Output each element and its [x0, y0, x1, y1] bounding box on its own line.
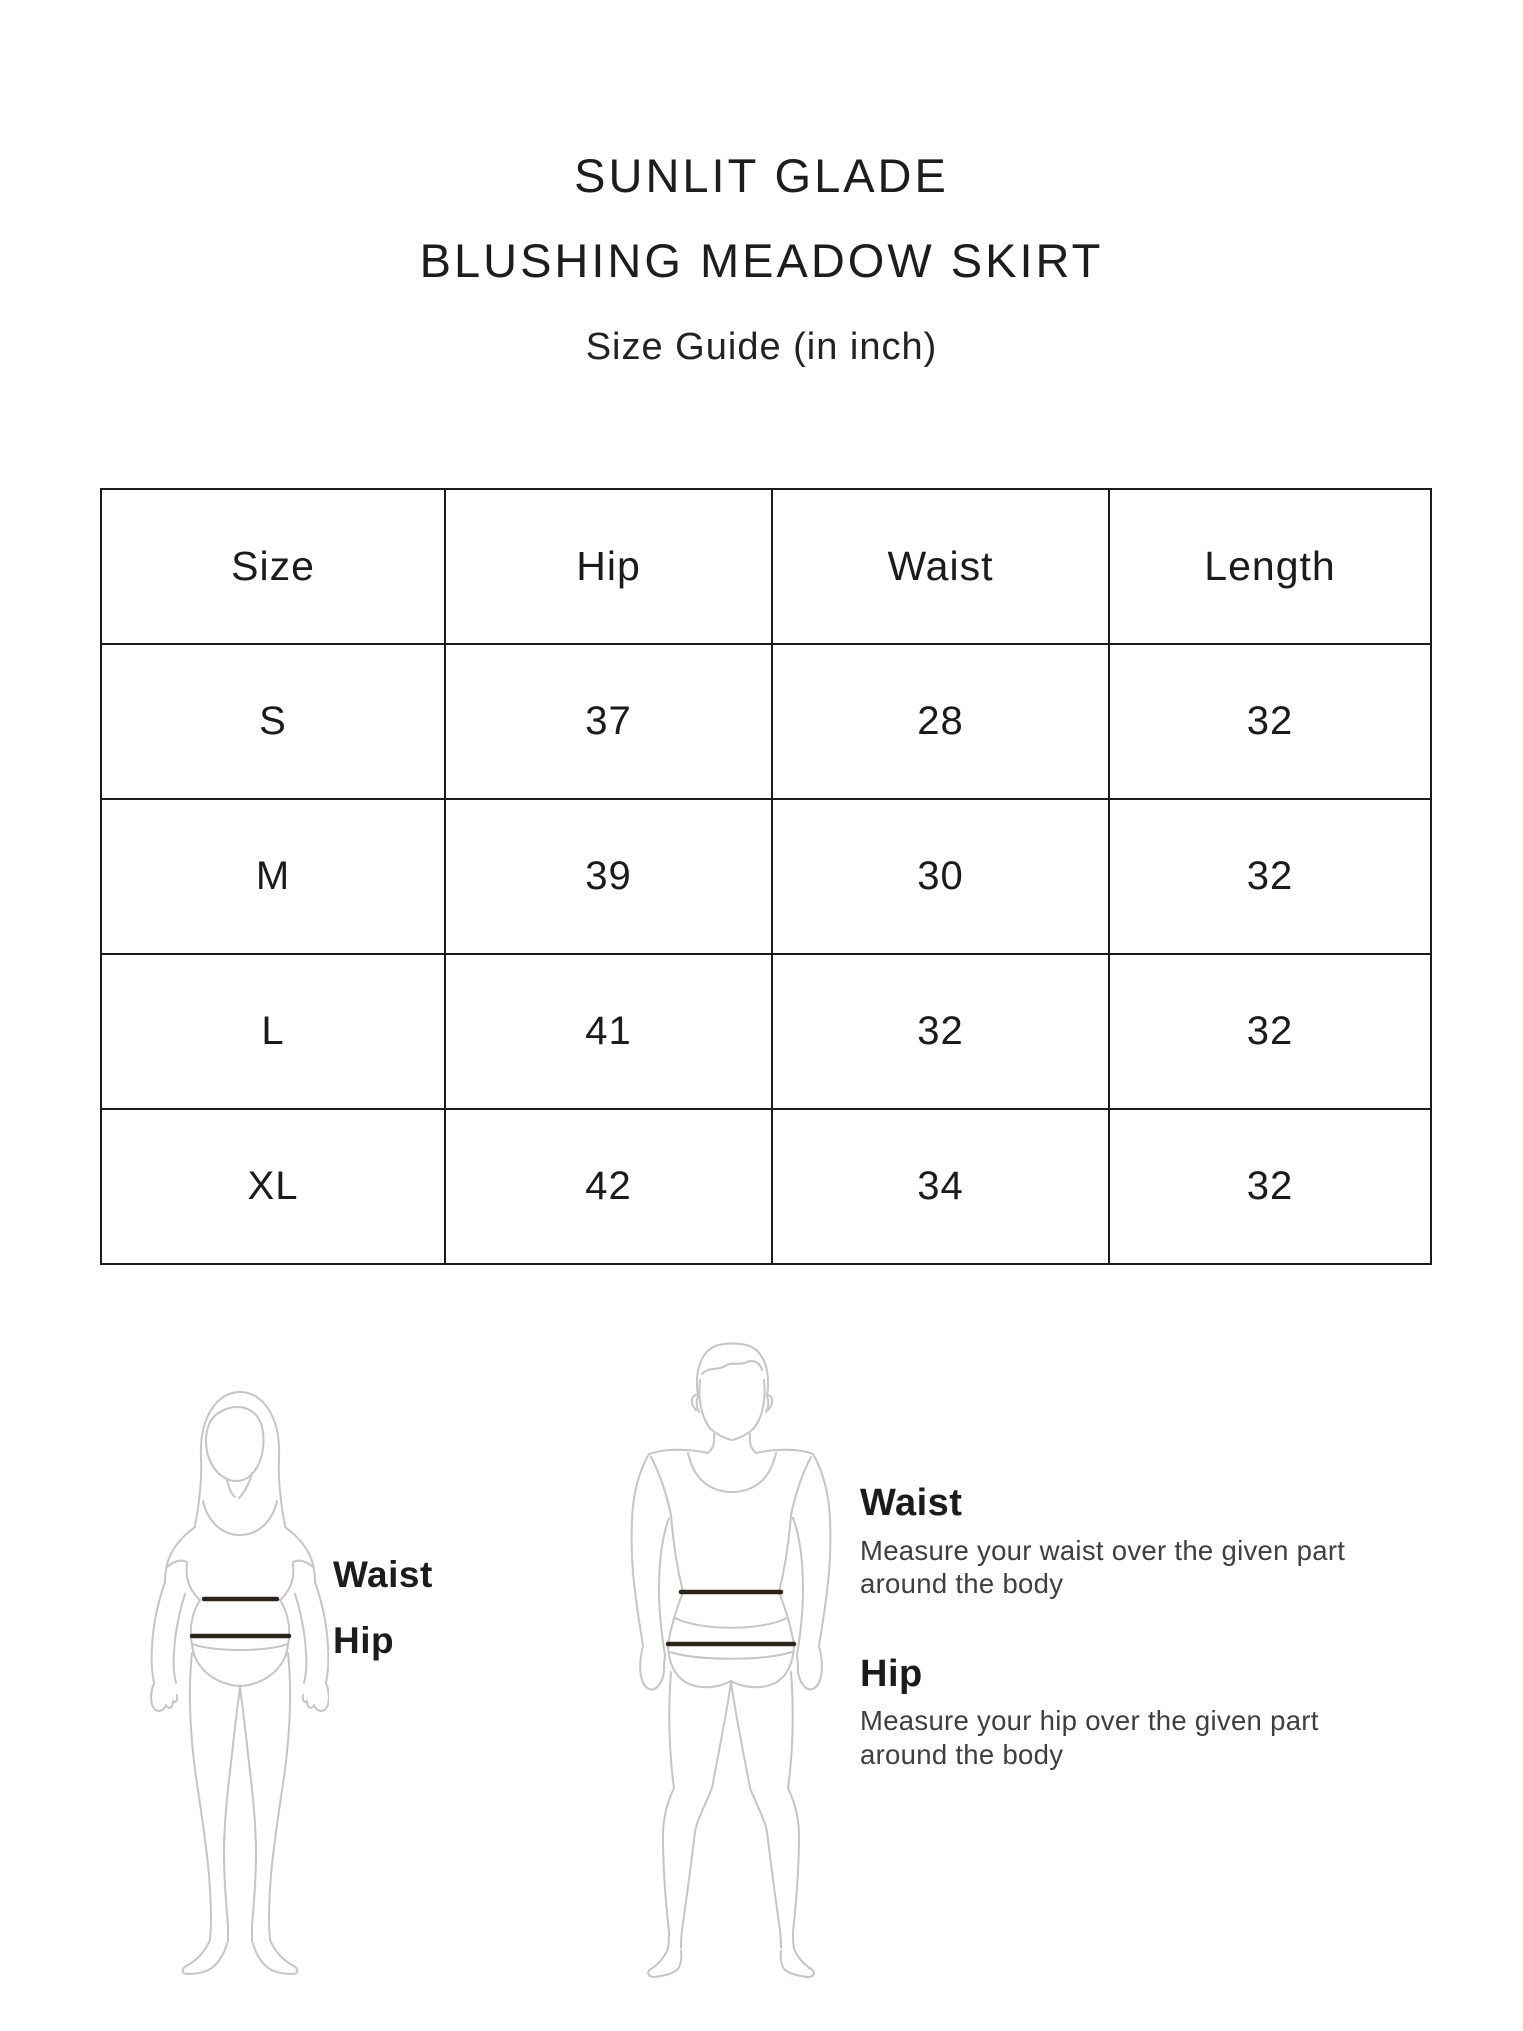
table-header-row: [101, 489, 1431, 644]
measurement-instructions: [860, 1482, 1430, 1772]
cell-waist: 30: [772, 799, 1109, 954]
cell-length: 32: [1109, 644, 1431, 799]
size-guide-subtitle: Size Guide (in inch): [585, 326, 938, 368]
size-table: [100, 488, 1432, 1265]
cell-waist: 34: [772, 1109, 1109, 1264]
col-header-length: Length: [1109, 489, 1431, 644]
cell-waist: 32: [772, 954, 1109, 1109]
header: [0, 149, 1523, 369]
table-row-s: [101, 644, 1431, 799]
table-row-l: [101, 954, 1431, 1109]
col-header-size: Size: [101, 489, 445, 644]
cell-hip: 37: [445, 644, 772, 799]
table-row-m: [101, 799, 1431, 954]
cell-size: L: [101, 954, 445, 1109]
product-title-line1: SUNLIT GLADE: [574, 149, 949, 202]
female-hip-label: Hip: [333, 1620, 395, 1661]
cell-size: M: [101, 799, 445, 954]
hip-instruction-text: Measure your hip over the given part around the body: [860, 1705, 1319, 1771]
cell-length: 32: [1109, 954, 1431, 1109]
cell-size: S: [101, 644, 445, 799]
waist-instruction-text: Measure your waist over the given part around the body: [860, 1534, 1346, 1600]
cell-length: 32: [1109, 799, 1431, 954]
table-row-xl: [101, 1109, 1431, 1264]
cell-hip: 41: [445, 954, 772, 1109]
female-figure-icon: [97, 1385, 329, 1991]
male-figure-icon: [627, 1340, 839, 1984]
col-header-waist: Waist: [772, 489, 1109, 644]
waist-instruction-heading: Waist: [860, 1482, 963, 1524]
product-title-line2: BLUSHING MEADOW SKIRT: [419, 234, 1104, 287]
cell-length: 32: [1109, 1109, 1431, 1264]
cell-size: XL: [101, 1109, 445, 1264]
hip-instruction-heading: Hip: [860, 1652, 923, 1695]
cell-hip: 42: [445, 1109, 772, 1264]
female-waist-label: Waist: [333, 1554, 433, 1595]
cell-waist: 28: [772, 644, 1109, 799]
cell-hip: 39: [445, 799, 772, 954]
col-header-hip: Hip: [445, 489, 772, 644]
